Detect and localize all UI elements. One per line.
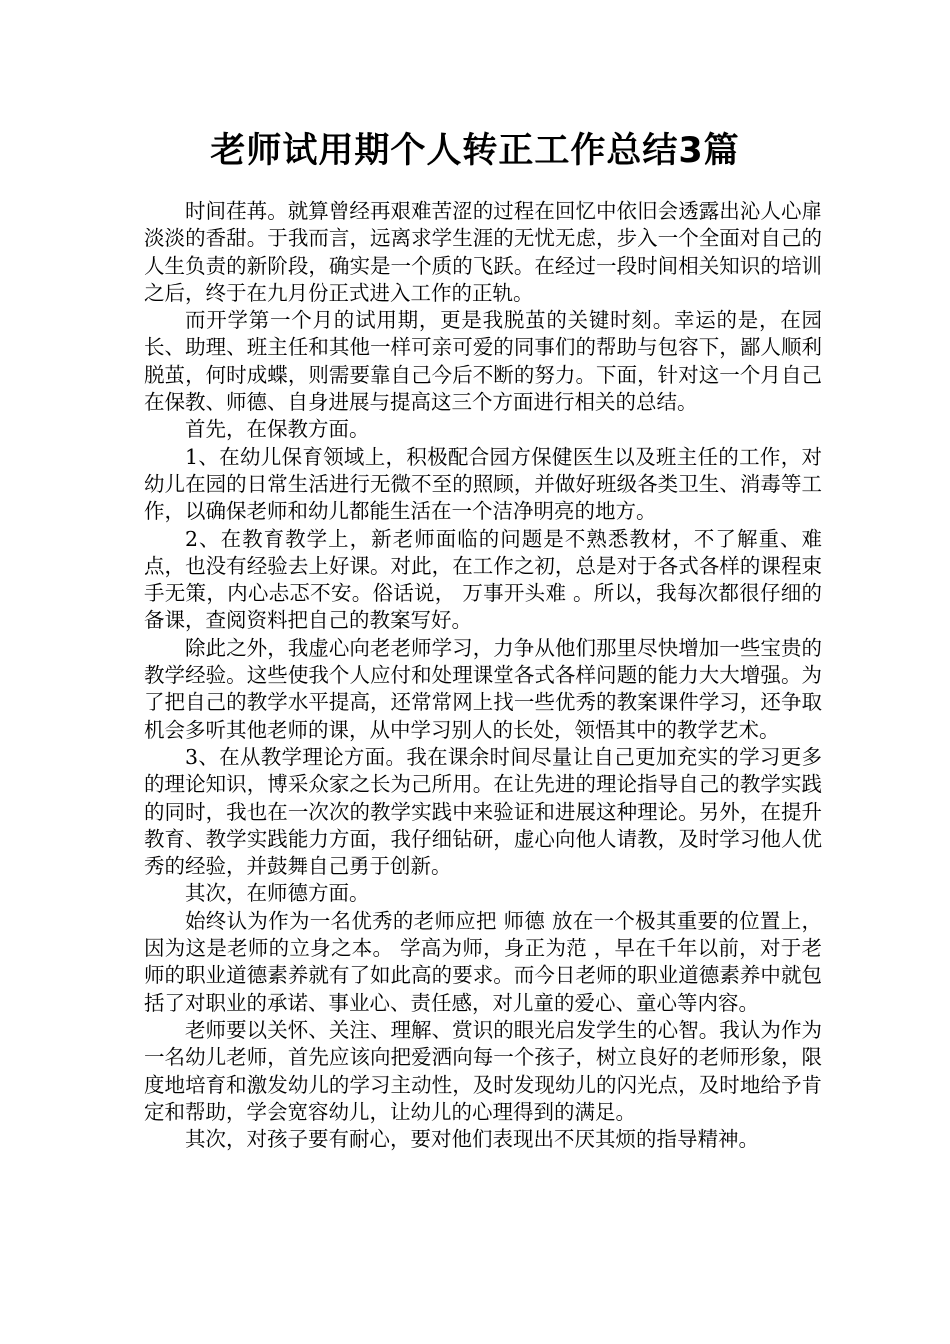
paragraph: 始终认为作为一名优秀的老师应把 师德 放在一个极其重要的位置上，因为这是老师的立身之本。 学高为师，身正为范 ，早在千年以前，对于老师的职业道德素养就有了如此高的要求。而今日老师的职业道德素养中就包括了对职业的承诺、事业心、责任感，对儿童的爱心、童心等内容。 <box>144 908 822 1015</box>
paragraph: 3、在从教学理论方面。我在课余时间尽量让自己更加充实的学习更多的理论知识，博采众家之长为己所用。在让先进的理论指导自己的教学实践的同时，我也在一次次的教学实践中来验证和进展这种理论。另外，在提升教育、教学实践能力方面，我仔细钻研，虚心向他人请教，及时学习他人优秀的经验，并鼓舞自己勇于创新。 <box>144 744 822 879</box>
paragraph: 而开学第一个月的试用期，更是我脱茧的关键时刻。幸运的是，在园长、助理、班主任和其他一样可亲可爱的同事们的帮助与包容下，鄙人顺利脱茧，何时成蝶，则需要靠自己今后不断的努力。下面，针对这一个月自己在保教、师德、自身进展与提高这三个方面进行相关的总结。 <box>144 308 822 415</box>
paragraph: 其次，在师德方面。 <box>185 881 370 906</box>
paragraph: 老师要以关怀、关注、理解、赏识的眼光启发学生的心智。我认为作为一名幼儿老师，首先应该向把爱洒向每一个孩子，树立良好的老师形象，限度地培育和激发幼儿的学习主动性，及时发现幼儿的闪光点，及时地给予肯定和帮助，学会宽容幼儿，让幼儿的心理得到的满足。 <box>144 1017 822 1124</box>
paragraph: 2、在教育教学上，新老师面临的问题是不熟悉教材，不了解重、难点，也没有经验去上好课。对此，在工作之初，总是对于各式各样的课程束手无策，内心忐忑不安。俗话说， 万事开头难 。所以，我每次都很仔细的备课，查阅资料把自己的教案写好。 <box>144 526 822 633</box>
document-title: 老师试用期个人转正工作总结3篇 <box>210 131 740 171</box>
paragraph: 除此之外，我虚心向老老师学习，力争从他们那里尽快增加一些宝贵的教学经验。这些使我个人应付和处理课堂各式各样问题的能力大大增强。为了把自己的教学水平提高，还常常网上找一些优秀的教案课件学习，还争取机会多听其他老师的课，从中学习别人的长处，领悟其中的教学艺术。 <box>144 635 822 742</box>
paragraph: 时间荏苒。就算曾经再艰难苦涩的过程在回忆中依旧会透露出沁人心扉淡淡的香甜。于我而言，远离求学生涯的无忧无虑，步入一个全面对自己的人生负责的新阶段，确实是一个质的飞跃。在经过一段时间相关知识的培训之后，终于在九月份正式进入工作的正轨。 <box>144 199 822 305</box>
paragraph: 1、在幼儿保育领域上，积极配合园方保健医生以及班主任的工作，对幼儿在园的日常生活进行无微不至的照顾，并做好班级各类卫生、消毒等工作，以确保老师和幼儿都能生活在一个洁净明亮的地方。 <box>144 444 822 524</box>
paragraph: 首先，在保教方面。 <box>185 417 370 442</box>
document-body <box>144 198 822 1153</box>
paragraph: 其次，对孩子要有耐心，要对他们表现出不厌其烦的指导精神。 <box>185 1127 759 1152</box>
